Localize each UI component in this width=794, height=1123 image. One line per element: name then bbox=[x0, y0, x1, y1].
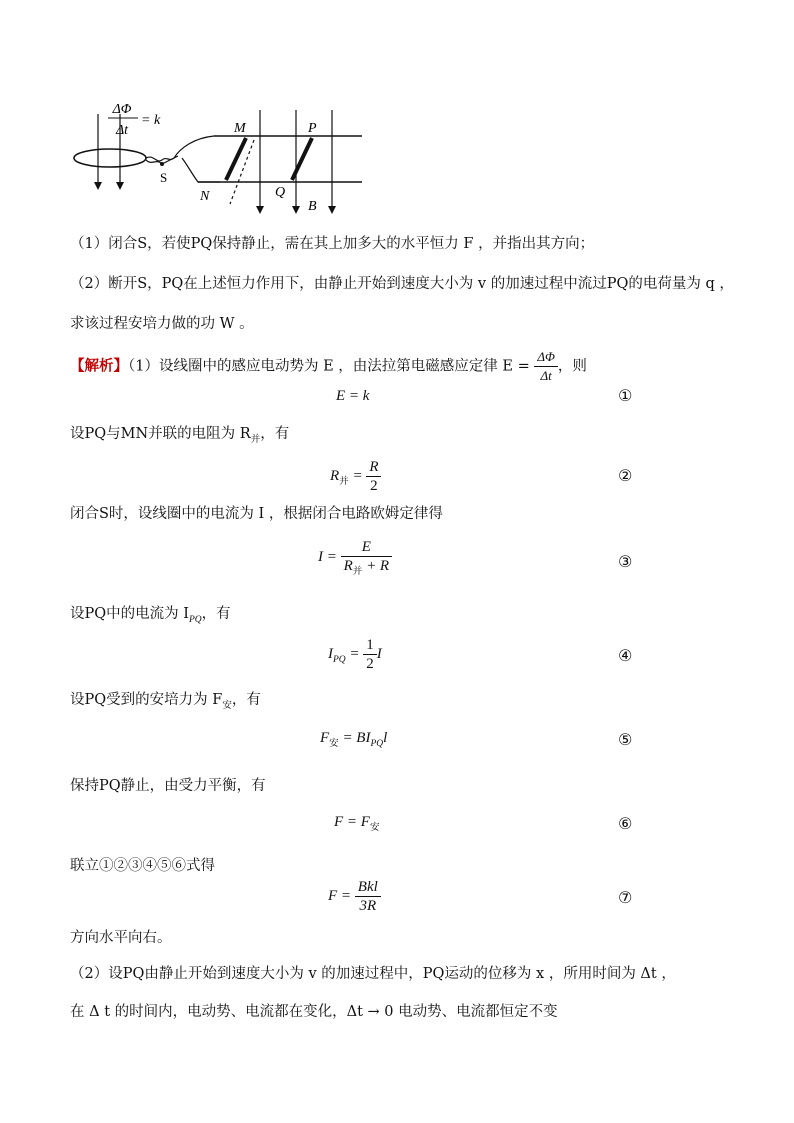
eq5-sub-pq: PQ bbox=[370, 739, 384, 749]
question-2-line-1: （2）断开S，PQ在上述恒力作用下，由静止开始到速度大小为 v 的加速过程中流过PQ的电荷量为 q ， bbox=[70, 276, 734, 292]
mark-3: ③ bbox=[618, 552, 633, 571]
eq7-num: Bkl bbox=[355, 878, 381, 897]
equation-5: $F_安 = BI_{PQ}l$ bbox=[320, 730, 388, 749]
field-arrow-3 bbox=[256, 206, 264, 214]
coil-field-arrow-2 bbox=[116, 182, 124, 190]
line-parallel-sub: 并 bbox=[250, 434, 261, 445]
eq4-lhs: I bbox=[328, 645, 333, 662]
eq6-body: F = F bbox=[334, 814, 370, 830]
intro-frac-num: ΔΦ bbox=[534, 348, 558, 367]
equation-4: $I_{PQ}$ = $\frac{1}{2}$ I bbox=[328, 637, 382, 672]
eq2-fraction bbox=[366, 458, 381, 495]
eq3-num: E bbox=[341, 538, 392, 557]
solution-intro-tail: ，则 bbox=[557, 358, 587, 375]
equation-7 bbox=[328, 878, 381, 915]
line-combine: 联立①②③④⑤⑥式得 bbox=[70, 858, 215, 874]
label-P: P bbox=[308, 121, 317, 136]
eq5-sub-an: 安 bbox=[329, 739, 339, 749]
line-parallel-text: 设PQ与MN并联的电阻为 R bbox=[70, 426, 251, 442]
eq2-den: 2 bbox=[370, 478, 378, 494]
eq4-num: 1 bbox=[363, 636, 377, 655]
equation-1: E = k bbox=[336, 388, 370, 404]
flux-rhs: = k bbox=[141, 113, 161, 128]
mark-6: ⑥ bbox=[618, 814, 633, 833]
intro-fraction bbox=[534, 348, 558, 385]
equation-6 bbox=[334, 814, 379, 831]
line-pq-current-tail: ，有 bbox=[201, 606, 231, 622]
eq2-sub: 并 bbox=[339, 476, 349, 487]
eq3-lhs: I = bbox=[318, 548, 337, 565]
eq3-den-sub: 并 bbox=[352, 567, 363, 577]
line-balance: 保持PQ静止，由受力平衡，有 bbox=[70, 778, 266, 794]
line-pq-current-sub: PQ bbox=[188, 615, 202, 625]
eq5-tail: l bbox=[383, 730, 388, 746]
intro-frac-den: Δt bbox=[540, 368, 552, 383]
equation-3 bbox=[318, 538, 392, 577]
label-N: N bbox=[200, 189, 210, 204]
line-parallel-tail: ，有 bbox=[260, 426, 290, 442]
solution-intro bbox=[70, 348, 587, 385]
line-force-text: 设PQ受到的安培力为 F bbox=[70, 692, 223, 708]
switch-blade bbox=[162, 156, 178, 164]
part2-line-1: （2）设PQ由静止开始到速度大小为 v 的加速过程中，PQ运动的位移为 x ，所用时间为 Δt ， bbox=[70, 966, 676, 982]
eq3-fraction bbox=[341, 538, 392, 577]
question-1: （1）闭合S，若使PQ保持静止，需在其上加多大的水平恒力 F ，并指出其方向； bbox=[70, 236, 595, 252]
eq5-body: = BI bbox=[342, 730, 371, 746]
field-arrow-5 bbox=[328, 206, 336, 214]
switch-lead bbox=[182, 158, 220, 182]
eq4-fraction bbox=[363, 636, 377, 673]
mark-7: ⑦ bbox=[618, 888, 633, 907]
solution-tag: 【解析】 bbox=[70, 357, 128, 375]
mark-4: ④ bbox=[618, 646, 633, 665]
eq4-sub: PQ bbox=[333, 654, 346, 665]
label-S: S bbox=[160, 170, 168, 185]
eq3-den: $R_并 + R$ bbox=[343, 558, 390, 577]
coil-lead-upper bbox=[146, 136, 214, 161]
line-force-tail: ，有 bbox=[231, 692, 261, 708]
line-pq-current bbox=[70, 604, 231, 626]
eq6-sub: 安 bbox=[369, 823, 380, 833]
line-current: 闭合S时，设线圈中的电流为 I ，根据闭合电路欧姆定律得 bbox=[70, 506, 443, 522]
rod-MN bbox=[226, 138, 246, 180]
rod-PQ bbox=[292, 138, 312, 180]
mark-5: ⑤ bbox=[618, 730, 633, 749]
eq2-num: R bbox=[366, 458, 381, 477]
eq7-den: 3R bbox=[359, 898, 377, 914]
field-arrow-4 bbox=[292, 206, 300, 214]
label-Q: Q bbox=[275, 185, 286, 200]
line-direction: 方向水平向右。 bbox=[70, 930, 172, 946]
part2-line-2: 在 Δ t 的时间内，电动势、电流都在变化，Δt → 0 电动势、电流都恒定不变 bbox=[70, 1004, 558, 1020]
eq4-den: 2 bbox=[366, 656, 374, 672]
line-force-sub: 安 bbox=[222, 700, 232, 711]
eq7-lhs: F = bbox=[328, 887, 352, 904]
label-M: M bbox=[234, 121, 246, 136]
eq3-den-tail: + R bbox=[366, 558, 390, 574]
eq4-tail: I bbox=[376, 645, 382, 662]
flux-denominator: Δt bbox=[115, 123, 129, 138]
coil bbox=[74, 149, 146, 167]
solution-intro-text: （1）设线圈中的感应电动势为 E ，由法拉第电磁感应定律 E = bbox=[128, 358, 530, 375]
line-force bbox=[70, 690, 261, 712]
eq7-fraction bbox=[355, 878, 381, 915]
question-2-line-2: 求该过程安培力做的功 W 。 bbox=[70, 316, 254, 332]
mark-1: ① bbox=[618, 386, 633, 405]
label-B: B bbox=[308, 199, 317, 214]
flux-numerator: ΔΦ bbox=[112, 102, 132, 117]
line-pq-current-text: 设PQ中的电流为 I bbox=[70, 606, 189, 622]
coil-field-arrow-1 bbox=[94, 182, 102, 190]
mark-2: ② bbox=[618, 466, 633, 485]
equation-2: $R_并$ = $\frac{R}{2}$ bbox=[330, 458, 381, 495]
circuit-diagram bbox=[70, 96, 370, 220]
eq2-lhs: R bbox=[330, 467, 340, 484]
line-parallel bbox=[70, 424, 289, 446]
